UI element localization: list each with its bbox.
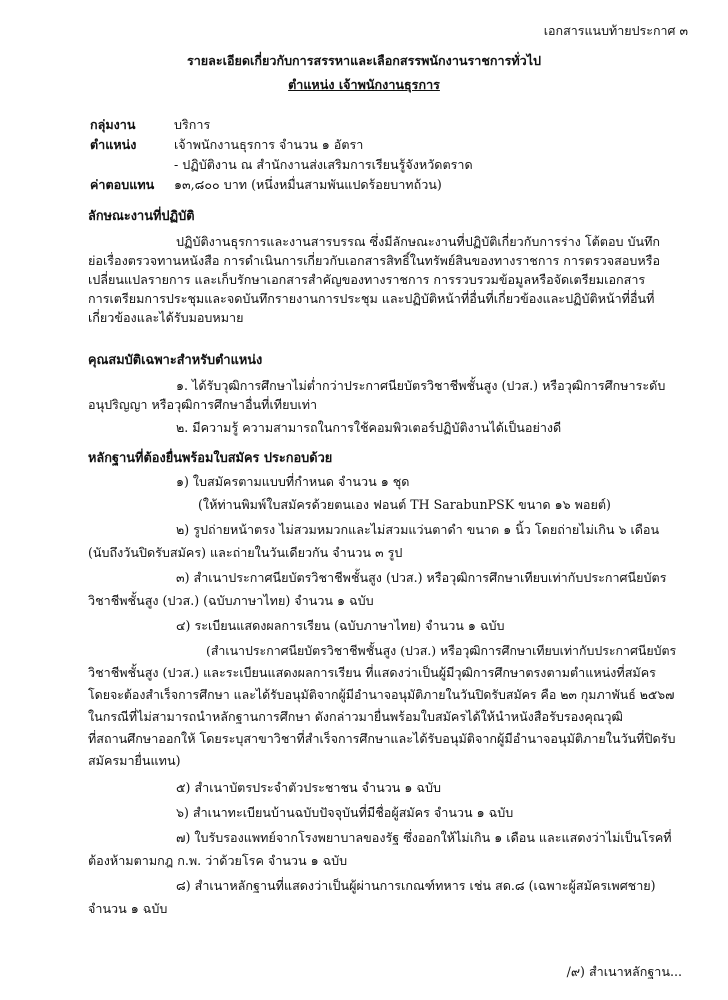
evidence-item: ๒) รูปถ่ายหน้าตรง ไม่สวมหมวกและไม่สวมแว่นตาดำ ขนาด ๑ นิ้ว โดยถ่ายไม่เกิน ๖ เดือน (176, 522, 660, 537)
evidence-item: ๓) สำเนาประกาศนียบัตรวิชาชีพชั้นสูง (ปวส.) หรือวุฒิการศึกษาเทียบเท่ากับประกาศนียบัตร (176, 570, 667, 585)
info-row-group (90, 114, 690, 134)
position-value: เจ้าพนักงานธุรการ จำนวน ๑ อัตรา (174, 136, 364, 152)
group-value: บริการ (174, 116, 211, 132)
evidence-item-note: (ให้ท่านพิมพ์ใบสมัครด้วยตนเอง ฟอนต์ TH SarabunPSK ขนาด ๑๖ พอยต์) (198, 497, 611, 512)
evidence-item: ๕) สำเนาบัตรประจำตัวประชาชน จำนวน ๑ ฉบับ (176, 780, 441, 795)
evidence-list (88, 472, 676, 918)
info-row-salary (90, 174, 690, 194)
info-row-position-detail (90, 154, 690, 174)
evidence-heading: หลักฐานที่ต้องยื่นพร้อมใบสมัคร ประกอบด้วย (88, 451, 333, 466)
salary-label: ค่าตอบแทน (90, 176, 155, 192)
qualification-item: ๑. ได้รับวุฒิการศึกษาไม่ต่ำกว่าประกาศนียบัตรวิชาชีพชั้นสูง (ปวส.) หรือวุฒิการศึกษาระดับ (176, 378, 666, 393)
job-nature-heading: ลักษณะงานที่ปฏิบัติ (88, 209, 195, 224)
paragraph-line: การเตรียมการประชุมและจดบันทึกรายงานการประชุม และปฏิบัติหน้าที่อื่นที่เกี่ยวข้องและปฏิบัติหน้าที่อื่นที่ (88, 291, 655, 306)
position-label: ตำแหน่ง (90, 136, 137, 152)
paragraph-line: ปฏิบัติงานธุรการและงานสารบรรณ ซึ่งมีลักษณะงานที่ปฏิบัติเกี่ยวกับการร่าง โต้ตอบ บันทึก (176, 234, 661, 249)
qualification-item-cont: อนุปริญญา หรือวุฒิการศึกษาอื่นที่เทียบเท่า (88, 397, 318, 412)
evidence-item-cont: (นับถึงวันปิดรับสมัคร) และถ่ายในวันเดียวกัน จำนวน ๓ รูป (88, 545, 403, 560)
qualifications-heading: คุณสมบัติเฉพาะสำหรับตำแหน่ง (88, 353, 263, 368)
evidence-item-cont: จำนวน ๑ ฉบับ (88, 901, 168, 916)
qualifications-list (88, 376, 676, 437)
evidence-item: ๑) ใบสมัครตามแบบที่กำหนด จำนวน ๑ ชุด (176, 474, 410, 489)
paragraph-line: เปลี่ยนแปลรายการ และเก็บรักษาเอกสารสำคัญของทางราชการ การรวบรวมข้อมูลหรือจัดเตรียมเอกสาร (88, 272, 646, 287)
evidence-item-cont: วิชาชีพชั้นสูง (ปวส.) (ฉบับภาษาไทย) จำนวน ๑ ฉบับ (88, 593, 374, 608)
qualification-item: ๒. มีความรู้ ความสามารถในการใช้คอมพิวเตอร์ปฏิบัติงานได้เป็นอย่างดี (176, 420, 562, 435)
paragraph-line: ย่อเรื่องตรวจทานหนังสือ การดำเนินการเกี่ยวกับเอกสารสิทธิ์ในทรัพย์สินของทางราชการ การตรวจสอบหรือ (88, 253, 661, 268)
evidence-item: ๘) สำเนาหลักฐานที่แสดงว่าเป็นผู้ผ่านการเกณฑ์ทหาร เช่น สด.๘ (เฉพาะผู้สมัครเพศชาย) (176, 878, 656, 893)
info-row-position (90, 134, 690, 154)
evidence-item-cont: โดยจะต้องสำเร็จการศึกษา และได้รับอนุมัติจากผู้มีอำนาจอนุมัติภายในวันปิดรับสมัคร คือ ๒๓ กุมภาพันธ์ ๒๕๖๗ (88, 687, 675, 702)
evidence-item: ๖) สำเนาทะเบียนบ้านฉบับปัจจุบันที่มีชื่อผู้สมัคร จำนวน ๑ ฉบับ (176, 805, 514, 820)
evidence-item-cont: สมัครมายื่นแทน) (88, 753, 181, 768)
info-table (90, 114, 690, 194)
position-subtitle: ตำแหน่ง เจ้าพนักงานธุรการ (288, 77, 440, 92)
group-label: กลุ่มงาน (90, 116, 136, 132)
evidence-item-cont: ที่สถานศึกษาออกให้ โดยระบุสาขาวิชาที่สำเร็จการศึกษาและได้รับอนุมัติจากผู้มีอำนาจอนุมัติภายในวันที่ปิดรับ (88, 731, 676, 746)
job-nature-paragraph (88, 232, 676, 327)
position-detail: - ปฏิบัติงาน ณ สำนักงานส่งเสริมการเรียนรู้จังหวัดตราด (174, 156, 473, 172)
paragraph-line: เกี่ยวข้องและได้รับมอบหมาย (88, 310, 244, 325)
evidence-item: ๗) ใบรับรองแพทย์จากโรงพยาบาลของรัฐ ซึ่งออกให้ไม่เกิน ๑ เดือน และแสดงว่าไม่เป็นโรคที่ (176, 830, 672, 845)
evidence-item: ๔) ระเบียนแสดงผลการเรียน (ฉบับภาษาไทย) จำนวน ๑ ฉบับ (176, 618, 505, 633)
document-title: รายละเอียดเกี่ยวกับการสรรหาและเลือกสรรพนักงานราชการทั่วไป (186, 53, 542, 68)
evidence-item-note: (สำเนาประกาศนียบัตรวิชาชีพชั้นสูง (ปวส.) หรือวุฒิการศึกษาเทียบเท่ากับประกาศนียบัตร (206, 643, 677, 658)
continuation-note: /๙) สำเนาหลักฐาน... (566, 964, 682, 979)
evidence-item-cont: ในกรณีที่ไม่สามารถนำหลักฐานการศึกษา ดังกล่าวมายื่นพร้อมใบสมัครได้ให้นำหนังสือรับรองคุณวุฒิ (88, 709, 623, 724)
evidence-item-cont: ต้องห้ามตามกฎ ก.พ. ว่าด้วยโรค จำนวน ๑ ฉบับ (88, 853, 348, 868)
salary-value: ๑๓,๘๐๐ บาท (หนึ่งหมื่นสามพันแปดร้อยบาทถ้วน) (174, 176, 442, 192)
evidence-item-cont: วิชาชีพชั้นสูง (ปวส.) และระเบียนแสดงผลการเรียน ที่แสดงว่าเป็นผู้มีวุฒิการศึกษาตรงตามตำแหน่งที่สมัคร (88, 665, 656, 680)
attachment-note: เอกสารแนบท้ายประกาศ ๓ (543, 23, 688, 38)
